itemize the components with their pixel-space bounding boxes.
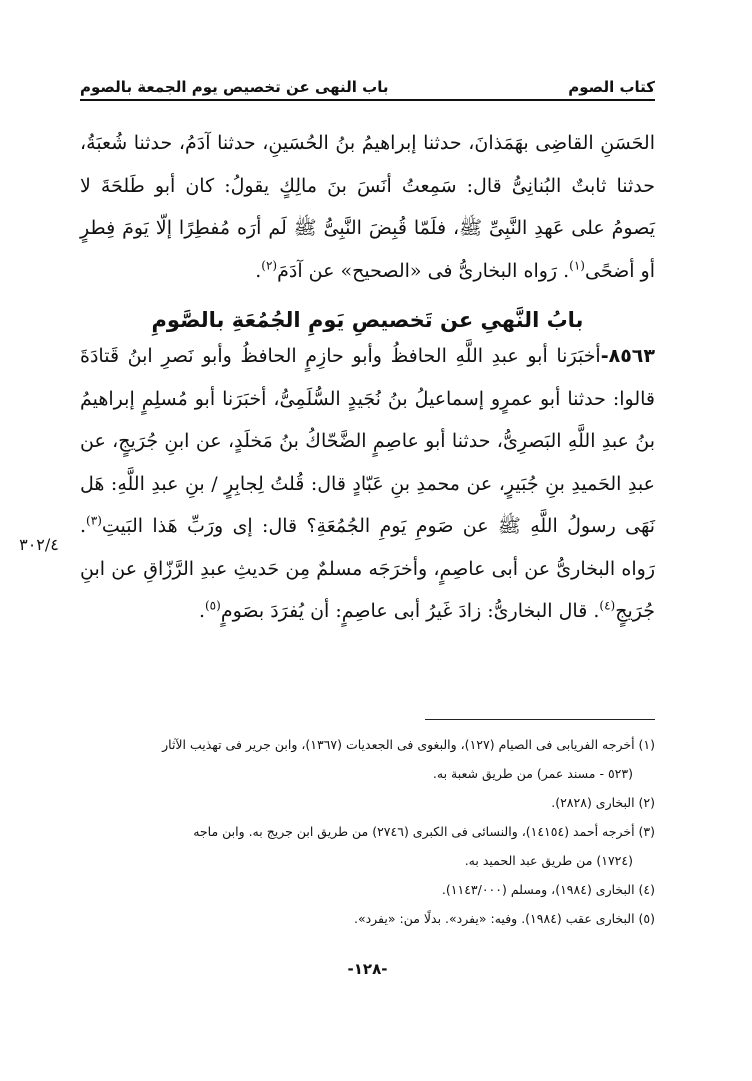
- footnote-1-line-1: (١) أخرجه الفريابى فى الصيام (١٢٧)، والبغوى فى الجعديات (١٣٦٧)، وابن جرير فى تهذيب الآثار: [162, 737, 655, 752]
- hadith-text-b: . رَواه البخارىُّ عن أبى عاصِمٍ، وأخرَجَه مسلمٌ مِن حَديثِ عبدِ الرَّزّاقِ عن ابنِ جُرَيجٍ: [80, 515, 655, 622]
- book-title: كتاب الصوم: [568, 78, 655, 96]
- paragraph-1-text-a: الحَسَنِ القاضِى بهَمَذانَ، حدثنا إبراهيمُ بنُ الحُسَينِ، حدثنا آدَمُ، حدثنا شُعبَةُ، حدثنا ثابتٌ البُنانِىُّ قال: سَمِعتُ أنَسَ بنَ مالِكٍ يقولُ: كان أبو طَلحَةَ لا يَصومُ على عَهدِ النَّبِىِّ ﷺ، فلَمّا قُبِضَ النَّبِىُّ ﷺ لَم أرَه مُفطِرًا إلّا يَومَ فِطرٍ أو أضحًى: [80, 132, 655, 282]
- hadith-text-c: . قال البخارىُّ: زادَ غَيرُ أبى عاصِمٍ: أن يُفرَدَ بصَومٍ: [220, 600, 600, 622]
- footnote-ref-2: (٢): [261, 258, 278, 273]
- footnote-ref-3: (٣): [86, 513, 102, 528]
- hadith-paragraph: [80, 335, 655, 633]
- hadith-number: ٨٥٦٣-: [600, 345, 655, 367]
- page-number: -١٢٨-: [347, 960, 388, 978]
- running-header: [80, 70, 655, 96]
- paragraph-1-text-b: . رَواه البخارىُّ فى «الصحيح» عن آدَمَ: [277, 259, 570, 282]
- footnote-3-line-1: (٣) أخرجه أحمد (١٤١٥٤)، والنسائى فى الكبرى (٢٧٤٦) من طريق ابن جريج به. وابن ماجه: [193, 824, 655, 839]
- paragraph-1-text-c: .: [255, 259, 262, 282]
- footnote-ref-4: (٤): [599, 598, 616, 613]
- footnote-5-line-1: (٥) البخارى عقب (١٩٨٤). وفيه: «يفرد». بدلًا من: «يفرد».: [353, 911, 655, 926]
- footnote-2: [80, 788, 655, 817]
- hadith-text-a: أخبَرَنا أبو عبدِ اللَّهِ الحافظُ وأبو حازِمٍ الحافظُ وأبو نَصرِ ابنُ قَتادَةَ قالوا: حدثنا أبو عمرٍو إسماعيلُ بنُ نُجَيدٍ السُّلَمِىُّ، أخبَرَنا أبو مُسلِمٍ إبراهيمُ بنُ عبدِ اللَّهِ البَصرِىُّ، حدثنا أبو عاصِمٍ الضَّحّاكُ بنُ مَخلَدٍ، عن ابنِ جُرَيجٍ، عن عبدِ الحَميدِ بنِ جُبَيرٍ، عن محمدِ بنِ عَبّادٍ قال: قُلتُ لِجابِرٍ / بنِ عبدِ اللَّهِ: هَل نَهَى رسولُ اللَّهِ ﷺ عن صَومِ يَومِ الجُمُعَةِ؟ قال: إى ورَبِّ هَذا البَيتِ: [80, 345, 655, 537]
- footnotes: [80, 730, 655, 933]
- footnote-3: [80, 817, 655, 875]
- footnote-5: [80, 904, 655, 933]
- footnote-4: [80, 875, 655, 904]
- footnote-1: [80, 730, 655, 788]
- header-rule: [80, 99, 655, 101]
- footnote-ref-5: (٥): [204, 598, 221, 613]
- footnote-3-line-2: (١٧٢٤) من طريق عبد الحميد به.: [464, 853, 633, 868]
- margin-volume-page-reference: ٣٠٢/٤: [19, 535, 59, 554]
- footnote-rule: [425, 719, 655, 720]
- footnote-ref-1: (١): [569, 258, 585, 273]
- chapter-running-title: باب النهى عن تخصيص يوم الجمعة بالصوم: [80, 78, 389, 96]
- chapter-heading: بابُ النَّهىِ عن تَخصيصِ يَومِ الجُمُعَةِ بالصَّومِ: [151, 308, 584, 332]
- footnote-2-line-1: (٢) البخارى (٢٨٢٨).: [551, 795, 655, 810]
- footnote-4-line-1: (٤) البخارى (١٩٨٤)، ومسلم (١١٤٣/٠٠٠).: [441, 882, 655, 897]
- paragraph-1: [80, 122, 655, 292]
- hadith-text-d: .: [198, 600, 205, 622]
- footnote-1-line-2: (٥٢٣ - مسند عمر) من طريق شعبة به.: [432, 766, 633, 781]
